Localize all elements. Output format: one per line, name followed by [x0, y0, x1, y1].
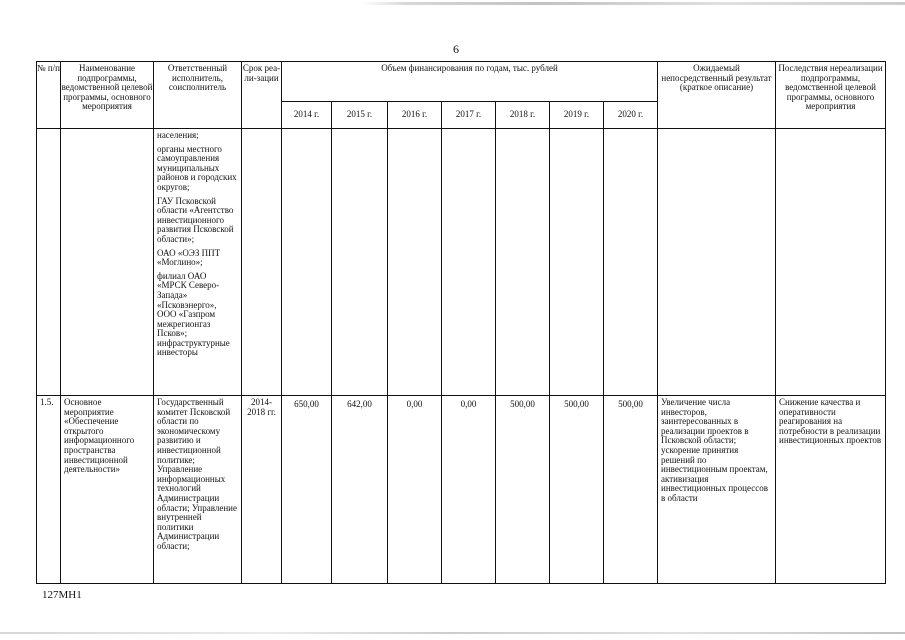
scan-edge-bottom	[0, 632, 905, 634]
document-code: 127МН1	[42, 589, 82, 601]
year-header: 2016 г.	[388, 102, 442, 129]
year-header: 2014 г.	[282, 102, 332, 129]
row-num	[37, 129, 61, 396]
row-responsible	[154, 129, 242, 396]
row-consequences	[776, 129, 886, 396]
value-cell: 500,00	[496, 395, 550, 583]
table-row	[37, 129, 886, 396]
page-number: 6	[453, 42, 459, 56]
value-cell: 642,00	[332, 395, 388, 583]
year-header: 2018 г.	[496, 102, 550, 129]
value-cell	[496, 129, 550, 396]
value-cell: 650,00	[282, 395, 332, 583]
col-header-num: № п/п	[37, 62, 61, 129]
year-header: 2020 г.	[604, 102, 658, 129]
responsible-item: ОАО «ОЭЗ ППТ «Моглино»;	[157, 247, 221, 268]
row-result: Увеличение числа инвесторов, заинтересованных в реализации проектов в Псковской области; ускорение принятия решений по инвестиционным проектам, активизация инвестиционных процессов в области	[658, 395, 776, 583]
col-header-funding: Объем финансирования по годам, тыс. рублей	[282, 62, 658, 102]
value-cell	[604, 129, 658, 396]
value-cell	[282, 129, 332, 396]
year-header: 2019 г.	[550, 102, 604, 129]
scan-edge-top	[0, 2, 905, 5]
program-table	[36, 61, 886, 584]
row-result	[658, 129, 776, 396]
responsible-item: филиал ОАО «МРСК Северо-Запада» «Псковэнерго», ООО «Газпром межрегионгаз Псков»; инфраструктурные инвесторы	[157, 270, 230, 358]
value-cell	[442, 129, 496, 396]
year-header: 2015 г.	[332, 102, 388, 129]
value-cell	[388, 129, 442, 396]
row-name: Основное мероприятие «Обеспечение открытого информационного пространства инвестиционной деятельности»	[61, 395, 154, 583]
value-cell: 0,00	[442, 395, 496, 583]
value-cell	[550, 129, 604, 396]
value-cell: 500,00	[604, 395, 658, 583]
col-header-term: Срок реа-ли-зации	[242, 62, 282, 129]
row-name	[61, 129, 154, 396]
table-row	[37, 395, 886, 583]
row-term: 2014-2018 гг.	[242, 395, 282, 583]
row-responsible	[154, 395, 242, 583]
responsible-item: ГАУ Псковской области «Агентство инвестиционного развития Псковской области»;	[157, 195, 234, 244]
col-header-responsible: Ответственный исполнитель, соисполнитель	[154, 62, 242, 129]
row-term	[242, 129, 282, 396]
responsible-item: органы местного самоуправления муниципальных районов и городских округов;	[157, 143, 237, 192]
header-row	[37, 62, 886, 102]
col-header-result: Ожидаемый непосредственный результат (краткое описание)	[658, 62, 776, 129]
row-consequences: Снижение качества и оперативности реагирования на потребности в реализации инвестиционных проектов	[776, 395, 886, 583]
responsible-item: населения;	[157, 130, 199, 140]
value-cell: 500,00	[550, 395, 604, 583]
col-header-consequences: Последствия нереализации подпрограммы, ведомственной целевой программы, основного мероприятия	[776, 62, 886, 129]
row-num: 1.5.	[37, 395, 61, 583]
value-cell: 0,00	[388, 395, 442, 583]
year-header: 2017 г.	[442, 102, 496, 129]
value-cell	[332, 129, 388, 396]
responsible-item: Государственный комитет Псковской области по экономическому развитию и инвестиционной политике; Управление информационных технологий Администрации области; Управление внутренней политики Администрации области;	[157, 396, 237, 551]
col-header-name: Наименование подпрограммы, ведомственной целевой программы, основного мероприятия	[61, 62, 154, 129]
